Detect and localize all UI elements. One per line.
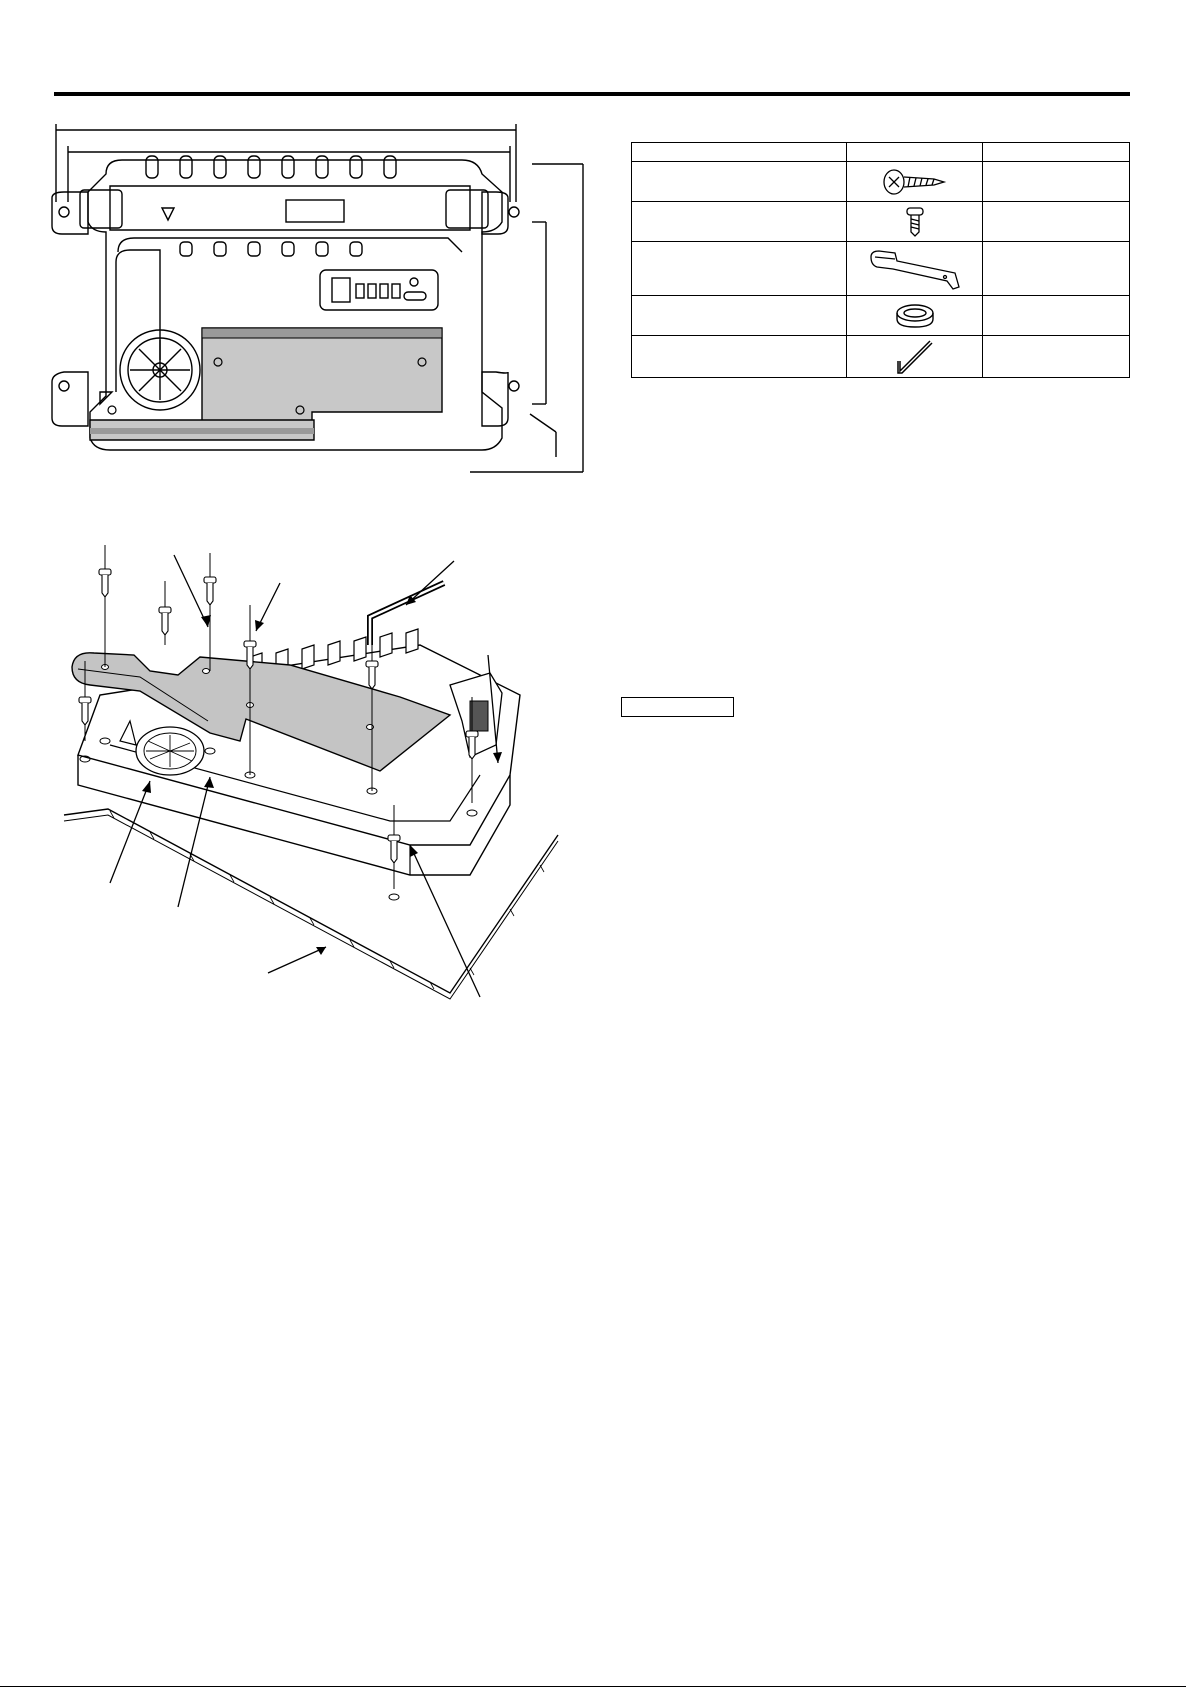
footer-rule (0, 1686, 1186, 1687)
grommet-ring-icon (893, 301, 937, 331)
accessory-qty (983, 202, 1130, 242)
bracket-plate-icon (867, 247, 963, 291)
column-header (983, 143, 1130, 162)
column-header (632, 143, 847, 162)
table-header-row (632, 143, 1130, 162)
caution-box (621, 697, 734, 717)
accessory-name (632, 336, 847, 378)
amplifier-top-view-diagram (50, 122, 610, 482)
table-row (632, 162, 1130, 202)
short-screw-icon (903, 206, 927, 238)
hex-key-icon (892, 337, 938, 377)
header-rule (54, 92, 1130, 96)
table-row (632, 336, 1130, 378)
table-row (632, 296, 1130, 336)
accessory-qty (983, 242, 1130, 296)
column-header (847, 143, 983, 162)
accessory-name (632, 202, 847, 242)
accessory-name (632, 162, 847, 202)
mounting-diagram (50, 545, 570, 1005)
accessory-qty (983, 336, 1130, 378)
accessory-qty (983, 162, 1130, 202)
accessories-table (631, 142, 1130, 378)
accessory-name (632, 242, 847, 296)
tapping-screw-icon (882, 167, 948, 197)
accessory-qty (983, 296, 1130, 336)
accessory-name (632, 296, 847, 336)
table-row (632, 242, 1130, 296)
table-row (632, 202, 1130, 242)
